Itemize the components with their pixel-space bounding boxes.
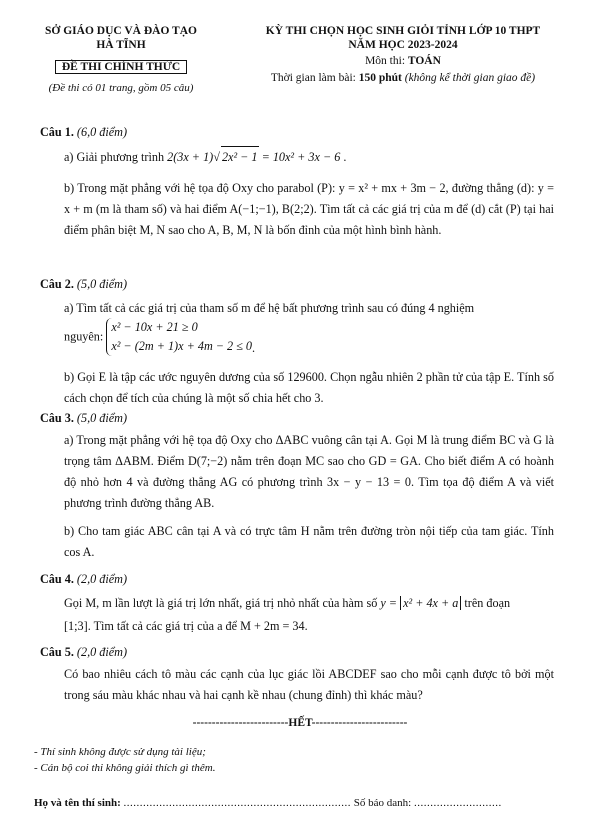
q4-func-prefix: y = <box>380 596 401 610</box>
candidate-id-label: Số báo danh: <box>351 797 414 809</box>
q2-title: Câu 2. <box>40 277 74 291</box>
q2a-sys-line-2: x² − (2m + 1)x + 4m − 2 ≤ 0 <box>111 339 253 353</box>
candidate-name-field: ...................................................................... <box>123 797 352 809</box>
q1-heading <box>40 125 127 140</box>
q1a-math-1: 2(3x + 1) <box>167 150 214 164</box>
q3-heading <box>40 411 127 426</box>
time-line <box>222 71 584 85</box>
q2a-end: . <box>252 341 256 355</box>
q1-title: Câu 1. <box>40 125 74 139</box>
pages-note: (Đề thi có 01 trang, gồm 05 câu) <box>48 82 194 94</box>
department-name: SỞ GIÁO DỤC VÀ ĐÀO TẠO <box>45 25 197 37</box>
official-label-box <box>36 60 206 75</box>
q1a-math-2: = 10x² + 3x − 6 <box>258 150 341 164</box>
q5-text: Có bao nhiêu cách tô màu các cạnh của lục giác lồi ABCDEF sao cho mỗi cạnh được tô bởi một trong sáu màu khác nhau và hai cạnh kề nhau (chung đỉnh) thì khác màu? <box>64 667 554 702</box>
q2-points: (5,0 điểm) <box>73 277 128 291</box>
q4-func-abs: x² + 4x + a <box>400 596 461 610</box>
q1a-end: . <box>340 150 347 164</box>
q4-line-2: [1;3]. Tìm tất cả các giá trị của a để M + 2m = 34. <box>64 619 308 633</box>
q3-part-b: b) Cho tam giác ABC cân tại A và có trực tâm H nằm trên đường tròn nội tiếp của tam giác. Tính cos A. <box>64 524 554 559</box>
subject-line <box>228 54 578 68</box>
official-label: ĐỀ THI CHÍNH THỨC <box>55 60 187 74</box>
q4-text-2: trên đoạn <box>461 596 511 610</box>
q4-text-1: Gọi M, m lần lượt là giá trị lớn nhất, giá trị nhỏ nhất của hàm số <box>64 596 381 610</box>
end-mark: -------------------------HẾT------------------------- <box>192 717 408 729</box>
q1-points: (6,0 điểm) <box>73 125 128 139</box>
q5-points: (2,0 điểm) <box>73 645 128 659</box>
q2-heading <box>40 277 127 292</box>
q1a-math-sqrt: 2x² − 1 <box>221 146 259 168</box>
q2a-prefix: nguyên: <box>64 329 104 344</box>
q5-title: Câu 5. <box>40 645 74 659</box>
q4-line-1 <box>64 593 554 614</box>
q1-part-b: b) Trong mặt phẳng với hệ tọa độ Oxy cho parabol (P): y = x² + mx + 3m − 2, đường thẳng (d): y = x + m (m là tham số) và hai điểm A(−1;−1), B(2;2). Tìm tất cả các giá trị của m để (d) cắt (P) tại hai điểm phân biệt M, N sao cho A, B, M, N là bốn đỉnh của một hình bình hành. <box>64 181 554 237</box>
school-year: NĂM HỌC 2023-2024 <box>348 39 458 51</box>
exam-title: KỲ THI CHỌN HỌC SINH GIỎI TỈNH LỚP 10 THPT <box>265 25 541 37</box>
q1-part-a: a) Giải phương trình 2(3x + 1)√ 2x² − 1 = 10x² + 3x − 6 . <box>64 146 554 168</box>
q2-part-b: b) Gọi E là tập các ước nguyên dương của số 129600. Chọn ngẫu nhiên 2 phần tử của tập E. Tính số cách chọn để tích của chúng là một số chia hết cho 3. <box>64 370 554 405</box>
header-left <box>26 24 216 52</box>
header-right <box>228 24 578 52</box>
time-label: Thời gian làm bài: <box>270 72 359 84</box>
subject-name: TOÁN <box>407 55 441 67</box>
q2-part-a: a) Tìm tất cả các giá trị của tham số m để hệ bất phương trình sau có đúng 4 nghiệm <box>64 301 475 315</box>
q3-title: Câu 3. <box>40 411 74 425</box>
subject-label: Môn thi: <box>365 55 408 67</box>
candidate-id-field: ........................... <box>414 797 502 809</box>
q5-heading <box>40 645 127 660</box>
q4-title: Câu 4. <box>40 572 74 586</box>
q4-points: (2,0 điểm) <box>73 572 128 586</box>
q3-part-a: a) Trong mặt phẳng với hệ tọa độ Oxy cho ΔABC vuông cân tại A. Gọi M là trung điểm BC và G là trọng tâm ΔABM. Điểm D(7;−2) nằm trên đoạn MC sao cho GD = GA. Cho biết điểm A có hoành độ nhỏ hơn 4 và đường thẳng AG có phương trình 3x − y − 13 = 0. Tìm tọa độ điểm A và viết phương trình đường thẳng AB. <box>64 433 554 510</box>
candidate-line <box>34 797 502 809</box>
footer-note-2: - Cán bộ coi thi không giải thích gì thêm. <box>34 762 216 774</box>
time-value: 150 phút <box>358 72 402 84</box>
footer-note-1: - Thí sinh không được sử dụng tài liệu; <box>34 746 206 758</box>
candidate-name-label: Họ và tên thí sinh: <box>34 797 124 809</box>
q3-points: (5,0 điểm) <box>73 411 128 425</box>
q2-system <box>64 318 255 356</box>
q2a-sys-line-1: x² − 10x + 21 ≥ 0 <box>111 320 198 334</box>
province-name: HÀ TĨNH <box>96 39 146 51</box>
q2a-inequality-system <box>106 318 252 356</box>
q4-heading <box>40 572 127 587</box>
q1a-text: a) Giải phương trình <box>64 150 168 164</box>
time-note: (không kể thời gian giao đề) <box>401 72 536 84</box>
